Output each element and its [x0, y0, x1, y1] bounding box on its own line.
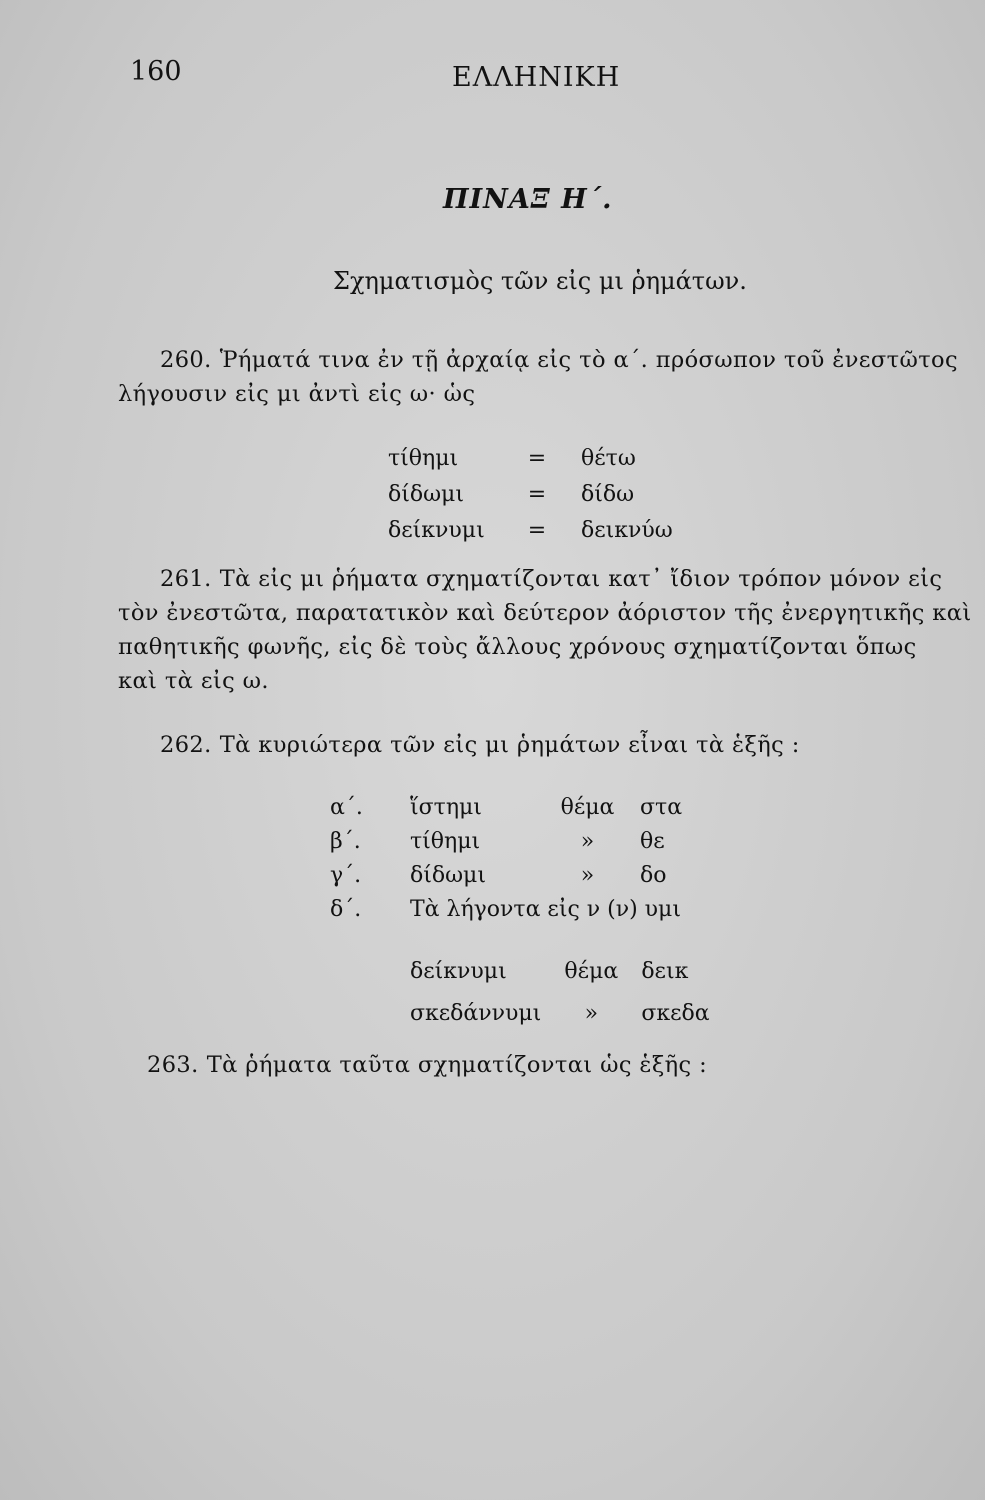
paragraph-260-line-2: λήγουσιν εἰς μι ἀντὶ εἰς ω· ὡς — [118, 381, 476, 407]
paragraph-263: 263. Τὰ ῥήματα ταῦτα σχηματίζονται ὡς ἑξῆς : — [147, 1052, 708, 1078]
verb-list-table — [330, 790, 682, 926]
table-row: δείκνυμι = δεικνύω — [388, 517, 673, 543]
paragraph-262: 262. Τὰ κυριώτερα τῶν εἰς μι ῥημάτων εἶναι τὰ ἑξῆς : — [160, 732, 800, 758]
table-row: γ΄. δίδωμι » δο — [330, 862, 667, 888]
page-number: 160 — [130, 56, 182, 87]
table-row: β΄. τίθημι » θε — [330, 828, 665, 854]
section-subtitle: Σχηματισμὸς τῶν εἰς μι ῥημάτων. — [333, 267, 747, 295]
table-row: δίδωμι = δίδω — [388, 481, 635, 507]
paragraph-number: 261. — [160, 566, 212, 592]
paragraph-260-line-1: 260. Ῥήματά τινα ἐν τῇ ἀρχαίᾳ εἰς τὸ α΄. πρόσωπον τοῦ ἐνεστῶτος — [160, 347, 959, 373]
paragraph-number: 263. — [147, 1052, 199, 1078]
equivalence-table — [388, 440, 673, 548]
paragraph-number: 260. — [160, 347, 212, 373]
paragraph-261-line-4: καὶ τὰ εἰς ω. — [118, 668, 269, 694]
table-row: α΄. ἵστημι θέμα στα — [330, 794, 683, 820]
paragraph-261-line-1: 261. Τὰ εἰς μι ῥήματα σχηματίζονται κατ᾽ ἴδιον τρόπον μόνον εἰς — [160, 566, 943, 592]
paragraph-261-line-2: τὸν ἐνεστῶτα, παρατατικὸν καὶ δεύτερον ἀόριστον τῆς ἐνεργητικῆς καὶ — [118, 600, 972, 626]
nu-verbs-table — [410, 950, 710, 1034]
table-row: σκεδάννυμι » σκεδα — [410, 1000, 710, 1026]
table-row: δ΄. Τὰ λήγοντα εἰς ν (ν) υμι — [330, 896, 681, 922]
table-row: τίθημι = θέτω — [388, 445, 636, 471]
section-title: ΠΙΝΑΞ Η΄. — [443, 184, 613, 215]
paragraph-number: 262. — [160, 732, 212, 758]
paragraph-261-line-3: παθητικῆς φωνῆς, εἰς δὲ τοὺς ἄλλους χρόνους σχηματίζονται ὅπως — [118, 634, 917, 660]
table-row: δείκνυμι θέμα δεικ — [410, 958, 689, 984]
running-title: ΕΛΛΗΝΙΚΗ — [452, 62, 621, 93]
